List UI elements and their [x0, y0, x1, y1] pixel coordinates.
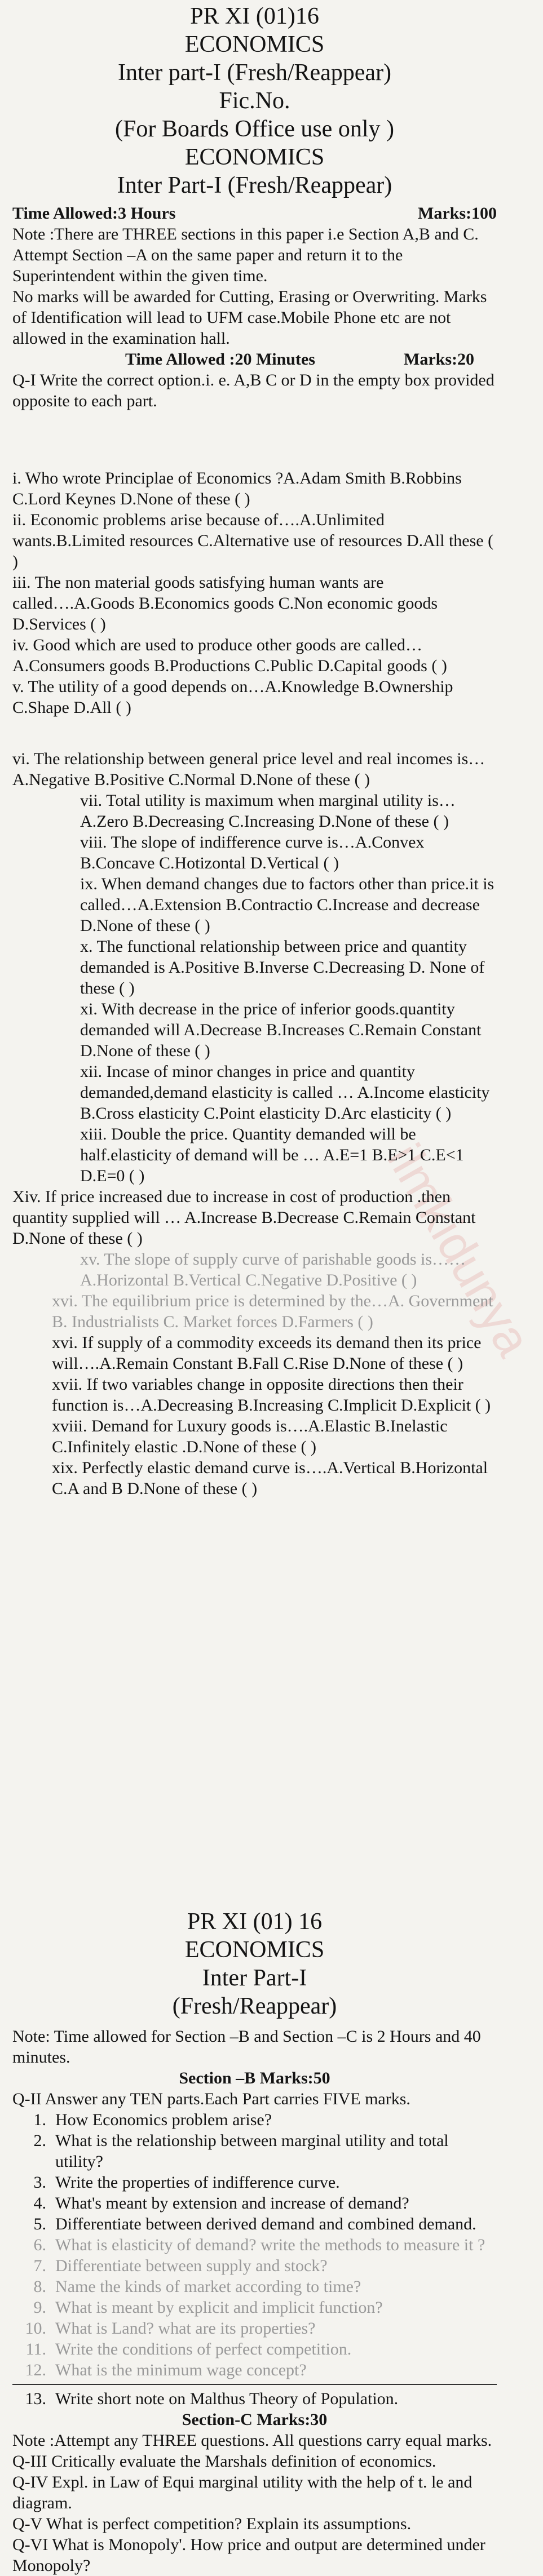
paper2-subject: ECONOMICS — [184, 1937, 325, 1963]
list-item: 10. What is Land? what are its properties? — [25, 2319, 316, 2338]
section-b-list-cont — [12, 2388, 497, 2409]
mcq-item: Xiv. If price increased due to increase in cost of production .then quantity supplied will … A.Increase B.Decrease C.Remain Constant D.None of these ( ) — [12, 1187, 476, 1248]
mcq-item: xv. The slope of supply curve of parishable goods is……A.Horizontal B.Vertical C.Negative D.Positive ( ) — [80, 1250, 466, 1289]
paper1-header — [12, 2, 497, 199]
mcq-item: i. Who wrote Principlae of Economics ?A.Adam Smith B.Robbins C.Lord Keynes D.None of these ( ) — [12, 469, 462, 508]
total-marks: Marks:100 — [418, 204, 497, 223]
mcq-item: ix. When demand changes due to factors other than price.it is called…A.Extension B.Contractio C.Increase and decrease D.None of these ( ) — [80, 875, 495, 935]
section-b-list — [12, 2109, 497, 2380]
mcq-item: xiii. Double the price. Quantity demanded will be half.elasticity of demand will be … A.E=1 B.E>1 C.E<1 D.E=0 ( ) — [80, 1125, 464, 1185]
mcq-item: vii. Total utility is maximum when marginal utility is…A.Zero B.Decreasing C.Increasing D.None of these ( ) — [80, 791, 456, 831]
mcq-item: v. The utility of a good depends on…A.Knowledge B.Ownership C.Shape D.All ( ) — [12, 677, 453, 717]
note-sections: Note :There are THREE sections in this paper i.e Section A,B and C. — [12, 225, 479, 243]
question-c: Q-V What is perfect competition? Explain its assumptions. — [12, 2515, 412, 2533]
mcq-item: vi. The relationship between general price level and real incomes is…A.Negative B.Positive C.Normal D.None of these ( ) — [12, 750, 485, 789]
section-c-note: Note :Attempt any THREE questions. All questions carry equal marks. — [12, 2431, 492, 2450]
list-item: 6. What is elasticity of demand? write the methods to measure it ? — [33, 2236, 485, 2254]
mcq-item: xii. Incase of minor changes in price and quantity demanded,demand elasticity is called … A.Income elasticity B.Cross elasticity C.Point elasticity D.Arc elasticity ( ) — [80, 1062, 490, 1123]
question-c: Q-VI What is Monopoly'. How price and output are determined under Monopoly? — [12, 2535, 485, 2575]
list-item: 13. Write short note on Malthus Theory of Population. — [25, 2389, 399, 2408]
mcq-list — [12, 468, 497, 1499]
office-use: (For Boards Office use only ) — [115, 116, 394, 142]
question-c: Q-III Critically evaluate the Marshals definition of economics. — [12, 2452, 436, 2471]
list-item: 7. Differentiate between supply and stock? — [33, 2256, 328, 2275]
list-item: 12. What is the minimum wage concept? — [25, 2361, 307, 2379]
divider — [12, 2384, 497, 2385]
subject-title: ECONOMICS — [184, 32, 325, 57]
note-marks: No marks will be awarded for Cutting, Erasing or Overwriting. Marks of Identification will lead to UFM case.Mobile Phone etc are not allowed in the examination hall. — [12, 287, 487, 348]
mcq-item: xix. Perfectly elastic demand curve is….A.Vertical B.Horizontal C.A and B D.None of these ( ) — [52, 1458, 488, 1498]
part-title: Inter part-I (Fresh/Reappear) — [117, 60, 392, 86]
time-allowed: Time Allowed:3 Hours — [12, 204, 176, 223]
paper2-note: Note: Time allowed for Section –B and Section –C is 2 Hours and 40 minutes. — [12, 2027, 481, 2067]
mcq-item: xvi. The equilibrium price is determined by the…A. Government B. Industrialists C. Market forces D.Farmers ( ) — [52, 1292, 493, 1331]
marks-2: Marks:20 — [404, 350, 474, 369]
part-title-2: Inter Part-I (Fresh/Reappear) — [117, 172, 392, 198]
paper1-instructions — [12, 203, 497, 411]
paper2-part: Inter Part-I — [202, 1965, 307, 1991]
fic-no: Fic.No. — [219, 88, 290, 114]
q2-instruction: Q-II Answer any TEN parts.Each Part carries FIVE marks. — [12, 2090, 410, 2108]
section-c-title: Section-C Marks:30 — [182, 2410, 328, 2429]
list-item: 1. How Economics problem arise? — [33, 2111, 272, 2129]
list-item: 4. What's meant by extension and increase of demand? — [33, 2194, 409, 2213]
list-item: 3. Write the properties of indifference curve. — [33, 2173, 340, 2192]
paper2-body — [12, 2026, 497, 2576]
mcq-item: iv. Good which are used to produce other goods are called…A.Consumers goods B.Productions C.Public D.Capital goods ( ) — [12, 636, 447, 675]
mcq-item: xvi. If supply of a commodity exceeds its demand then its price will….A.Remain Constant B.Fall C.Rise D.None of these ( ) — [52, 1333, 482, 1373]
mcq-item: xvii. If two variables change in opposite directions then their function is…A.Decreasing B.Increasing C.Implicit D.Explicit ( ) — [52, 1375, 491, 1415]
mcq-item: xviii. Demand for Luxury goods is….A.Elastic B.Inelastic C.Infinitely elastic .D.None of these ( ) — [52, 1417, 448, 1456]
subject-title-2: ECONOMICS — [184, 144, 325, 170]
list-item: 5. Differentiate between derived demand and combined demand. — [33, 2215, 476, 2233]
list-item: 2. What is the relationship between marginal utility and total utility? — [33, 2131, 449, 2171]
mcq-item: viii. The slope of indifference curve is…A.Convex B.Concave C.Hotizontal D.Vertical ( ) — [80, 833, 425, 872]
question-c: Q-IV Expl. in Law of Equi marginal utility with the help of t. le and diagram. — [12, 2473, 473, 2512]
list-item: 8. Name the kinds of market according to time? — [33, 2277, 361, 2296]
note-attempt: Attempt Section –A on the same paper and return it to the Superintendent within the given time. — [12, 246, 403, 285]
mcq-item: ii. Economic problems arise because of….A.Unlimited wants.B.Limited resources C.Alternative use of resources D.All these ( ) — [12, 511, 494, 571]
mcq-item: xi. With decrease in the price of inferior goods.quantity demanded will A.Decrease B.Increases C.Remain Constant D.None of these ( ) — [80, 1000, 482, 1060]
list-item: 11. Write the conditions of perfect competition. — [25, 2340, 352, 2358]
time-marks-row-2 — [12, 349, 497, 370]
watermark: ilmkidunya — [377, 1134, 542, 1365]
section-b-title: Section –B Marks:50 — [179, 2069, 330, 2087]
paper2-fresh: (Fresh/Reappear) — [172, 1993, 337, 2019]
mcq-item: iii. The non material goods satisfying human wants are called….A.Goods B.Economics goods C.Non economic goods D.Services ( ) — [12, 573, 438, 633]
time-marks-row — [12, 203, 497, 224]
q1-instruction: Q-I Write the correct option.i. e. A,B C or D in the empty box provided opposite to each part. — [12, 371, 495, 410]
paper2-code: PR XI (01) 16 — [187, 1909, 323, 1935]
paper2-header — [12, 1908, 497, 2020]
paper-code: PR XI (01)16 — [190, 3, 319, 29]
list-item: 9. What is meant by explicit and implicit function? — [33, 2298, 383, 2317]
mcq-item: x. The functional relationship between price and quantity demanded is A.Positive B.Inverse C.Decreasing D. None of these ( ) — [80, 937, 485, 997]
time-allowed-2: Time Allowed :20 Minutes — [125, 350, 315, 369]
